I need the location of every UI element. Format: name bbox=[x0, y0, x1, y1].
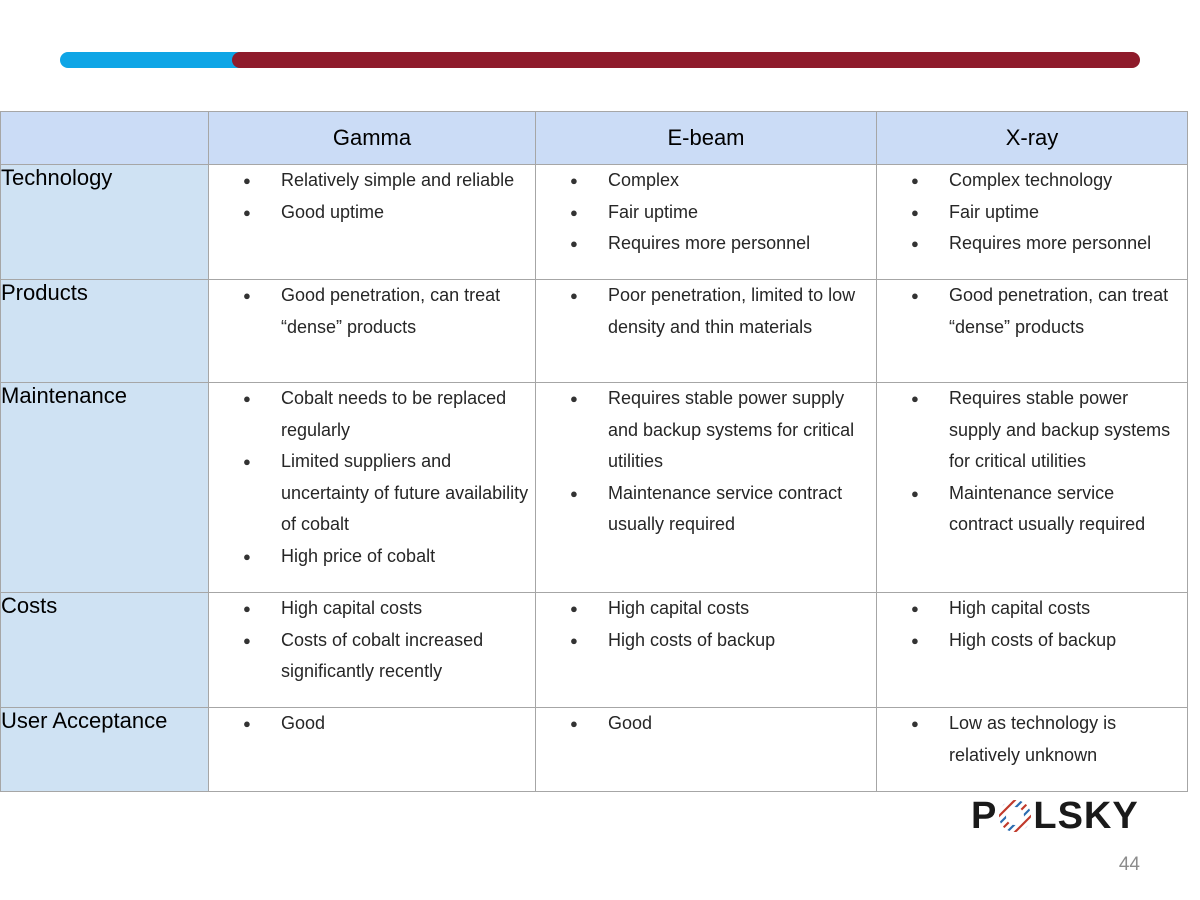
bullet-item: ● High capital costs bbox=[536, 593, 876, 625]
page-number: 44 bbox=[1118, 854, 1140, 875]
bullet-item: ● Good penetration, can treat “dense” products bbox=[877, 280, 1187, 343]
bullet-item: ● Limited suppliers and uncertainty of future availability of cobalt bbox=[209, 446, 535, 541]
striped-circle-icon bbox=[998, 799, 1032, 833]
bullet-item: ● High costs of backup bbox=[536, 625, 876, 657]
cell-ebeam bbox=[536, 165, 877, 280]
cell-xray bbox=[877, 708, 1188, 792]
bullet-item: ● Requires stable power supply and backup systems for critical utilities bbox=[877, 383, 1187, 478]
cell-ebeam bbox=[536, 383, 877, 593]
bullet-item: ● Low as technology is relatively unknown bbox=[877, 708, 1187, 771]
row-label: User Acceptance bbox=[1, 708, 209, 792]
cell-gamma bbox=[209, 708, 536, 792]
row-label: Technology bbox=[1, 165, 209, 280]
header-xray: X-ray bbox=[877, 112, 1188, 165]
logo-letter-p: P bbox=[971, 794, 998, 837]
bullet-item: ● Requires more personnel bbox=[877, 228, 1187, 260]
bullet-item: ● High costs of backup bbox=[877, 625, 1187, 657]
header-ebeam: E-beam bbox=[536, 112, 877, 165]
table-row-maintenance bbox=[1, 383, 1188, 593]
bullet-item: ● Complex technology bbox=[877, 165, 1187, 197]
table-row-user-acceptance bbox=[1, 708, 1188, 792]
row-label: Costs bbox=[1, 593, 209, 708]
row-label: Products bbox=[1, 280, 209, 383]
comparison-table bbox=[0, 111, 1188, 792]
cell-gamma bbox=[209, 383, 536, 593]
table-row-technology bbox=[1, 165, 1188, 280]
header-gamma: Gamma bbox=[209, 112, 536, 165]
cell-xray bbox=[877, 383, 1188, 593]
bullet-item: ● Good penetration, can treat “dense” products bbox=[209, 280, 535, 343]
polsky-logo bbox=[971, 795, 1139, 837]
table-header-row bbox=[1, 112, 1188, 165]
cell-xray bbox=[877, 280, 1188, 383]
bullet-item: ● Maintenance service contract usually required bbox=[877, 478, 1187, 541]
cell-xray bbox=[877, 593, 1188, 708]
bullet-item: ● High capital costs bbox=[877, 593, 1187, 625]
cell-gamma bbox=[209, 165, 536, 280]
row-label: Maintenance bbox=[1, 383, 209, 593]
bullet-item: ● Complex bbox=[536, 165, 876, 197]
bullet-item: ● Fair uptime bbox=[536, 197, 876, 229]
header-empty-cell bbox=[1, 112, 209, 165]
bullet-item: ● Requires more personnel bbox=[536, 228, 876, 260]
header-accent-bar bbox=[60, 52, 1140, 68]
bullet-item: ● Cobalt needs to be replaced regularly bbox=[209, 383, 535, 446]
cell-ebeam bbox=[536, 708, 877, 792]
cell-xray bbox=[877, 165, 1188, 280]
bullet-item: ● High capital costs bbox=[209, 593, 535, 625]
table-row-costs bbox=[1, 593, 1188, 708]
bullet-item: ● Maintenance service contract usually required bbox=[536, 478, 876, 541]
bullet-item: ● High price of cobalt bbox=[209, 541, 535, 573]
bullet-item: ● Fair uptime bbox=[877, 197, 1187, 229]
bullet-item: ● Costs of cobalt increased significantly recently bbox=[209, 625, 535, 688]
table-row-products bbox=[1, 280, 1188, 383]
bullet-item: ● Requires stable power supply and backup systems for critical utilities bbox=[536, 383, 876, 478]
cell-ebeam bbox=[536, 593, 877, 708]
cell-gamma bbox=[209, 280, 536, 383]
accent-bar-blue-segment bbox=[60, 52, 250, 68]
logo-wordmark: LSKY bbox=[1033, 794, 1139, 837]
bullet-item: ● Poor penetration, limited to low density and thin materials bbox=[536, 280, 876, 343]
cell-gamma bbox=[209, 593, 536, 708]
bullet-item: ● Good bbox=[536, 708, 876, 740]
cell-ebeam bbox=[536, 280, 877, 383]
bullet-item: ● Good bbox=[209, 708, 535, 740]
bullet-item: ● Good uptime bbox=[209, 197, 535, 229]
accent-bar-red-segment bbox=[232, 52, 1140, 68]
bullet-item: ● Relatively simple and reliable bbox=[209, 165, 535, 197]
